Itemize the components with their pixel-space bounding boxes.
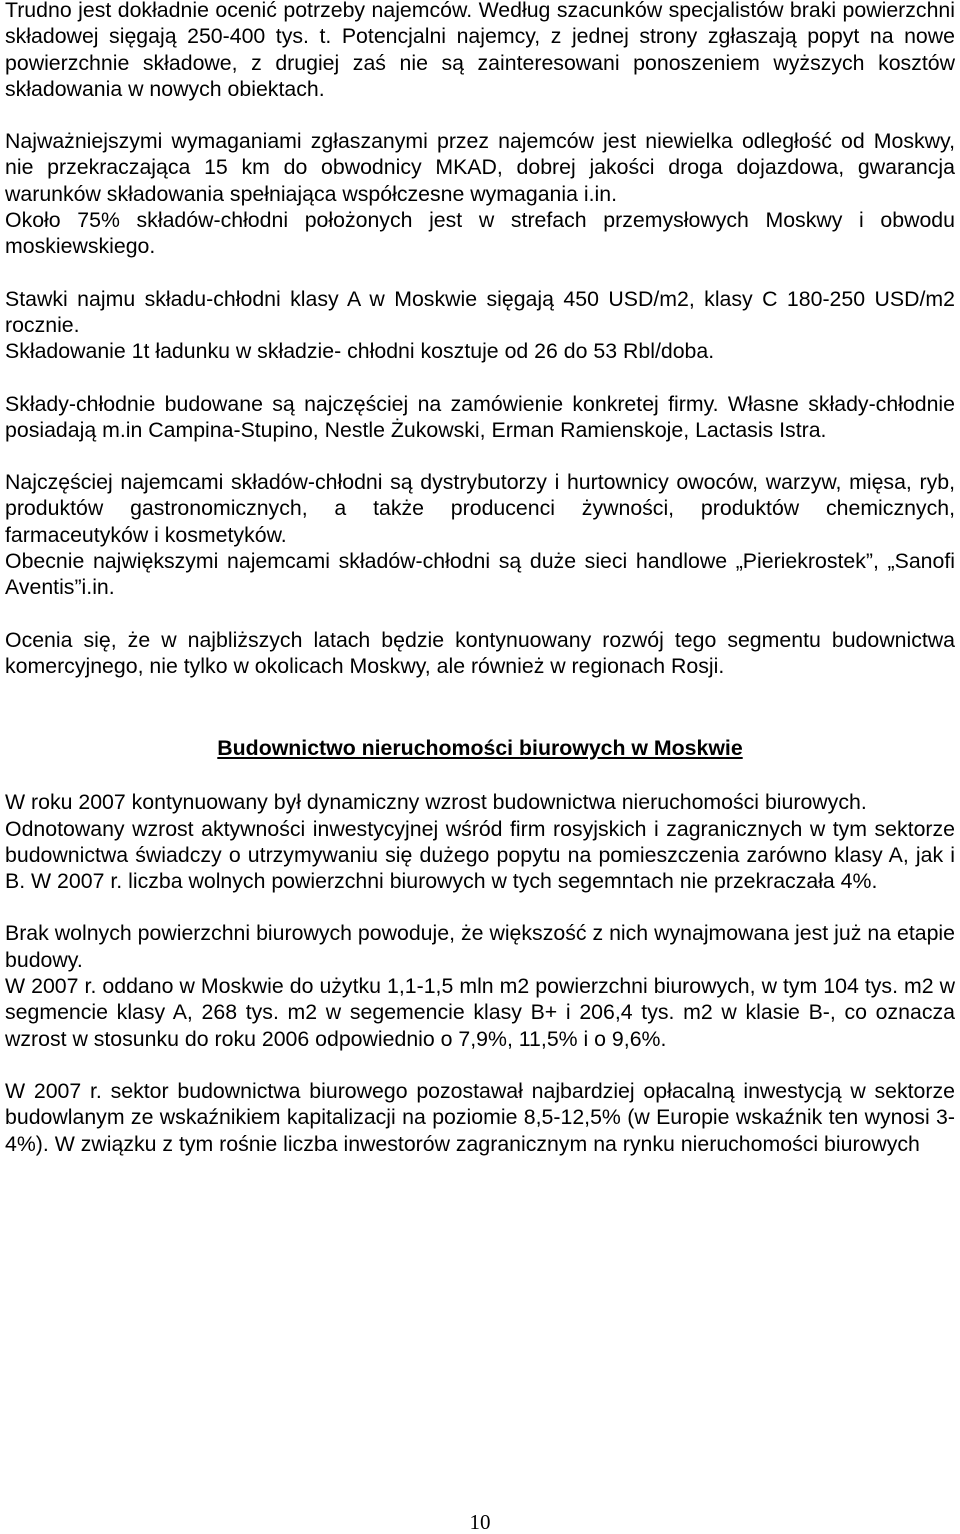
paragraph-spacer (5, 365, 955, 391)
paragraph-office-supply: W 2007 r. oddano w Moskwie do użytku 1,1-1,5 mln m2 powierzchni biurowych, w tym 104 tys. m2 w segmencie klasy A, 268 tys. m2 w segemencie klasy B+ i 206,4 tys. m2 w klasie B-, co oznacza wzrost w stosunku do roku 2006 odpowiednio o 7,9%, 11,5% i o 9,6%. (5, 974, 955, 1051)
document-page (5, 0, 955, 1157)
paragraph-industrial-zones: Około 75% składów-chłodni położonych jest w strefach przemysłowych Moskwy i obwodu moskiewskiego. (5, 208, 955, 259)
paragraph-vacancy: Brak wolnych powierzchni biurowych powoduje, że większość z nich wynajmowana jest już na etapie budowy. (5, 921, 955, 972)
paragraph-built-to-order: Składy-chłodnie budowane są najczęściej na zamówienie konkretej firmy. Własne składy-chłodnie posiadają m.in Campina-Stupino, Nestle Żukowski, Erman Ramienskoje, Lactasis Istra. (5, 391, 955, 442)
paragraph-investment-activity: Odnotowany wzrost aktywności inwestycyjnej wśród firm rosyjskich i zagranicznych w tym sektorze budownictwa świadczy o utrzymywaniu się dużego popytu na pomieszczenia zarówno klasy A, jak i B. W 2007 r. liczba wolnych powierzchni biurowych w tych segemntach nie przekraczała 4%. (5, 816, 955, 894)
paragraph-office-growth: W roku 2007 kontynuowany był dynamiczny wzrost budownictwa nieruchomości biurowych. (5, 790, 867, 815)
paragraph-profitability: W 2007 r. sektor budownictwa biurowego pozostawał najbardziej opłacalną inwestycją w sektorze budowlanym ze wskaźnikiem kapitalizacji na poziomie 8,5-12,5% (w Europie wskaźnik ten wynosi 3-4%). W związku z tym rośnie liczba inwestorów zagranicznym na rynku nieruchomości biurowych (5, 1078, 955, 1156)
paragraph-outlook: Ocenia się, że w najbliższych latach będzie kontynuowany rozwój tego segmentu budownictwa komercyjnego, nie tylko w okolicach Moskwy, ale również w regionach Rosji. (5, 627, 955, 678)
paragraph-spacer (5, 260, 955, 286)
paragraph-spacer (5, 761, 955, 789)
paragraph-largest-tenants: Obecnie największymi najemcami składów-chłodni są duże sieci handlowe „Pieriekrostek”, „Sanofi Aventis”i.in. (5, 549, 955, 600)
paragraph-spacer (5, 102, 955, 128)
paragraph-spacer (5, 894, 955, 920)
section-spacer (5, 679, 955, 735)
section-heading: Budownictwo nieruchomości biurowych w Moskwie (217, 736, 743, 761)
paragraph-rental-rates: Stawki najmu składu-chłodni klasy A w Moskwie sięgają 450 USD/m2, klasy C 180-250 USD/m2 rocznie. (5, 286, 955, 337)
paragraph-tenant-requirements: Najważniejszymi wymaganiami zgłaszanymi przez najemców jest niewielka odległość od Moskwy, nie przekraczająca 15 km do obwodnicy MKAD, dobrej jakości droga dojazdowa, gwarancja warunków składowania spełniająca współczesne wymagania i.in. (5, 129, 955, 206)
paragraph-spacer (5, 443, 955, 469)
paragraph-storage-demand: Trudno jest dokładnie ocenić potrzeby najemców. Według szacunków specjalistów braki powierzchni składowej sięgają 250-400 tys. t. Potencjalni najemcy, z jednej strony zgłaszają popyt na nowe powierzchnie składowe, z drugiej zaś nie są zainteresowani ponoszeniem wyższych kosztów składowania w nowych obiektach. (5, 0, 955, 101)
paragraph-storage-cost: Składowanie 1t ładunku w składzie- chłodni kosztuje od 26 do 53 Rbl/doba. (5, 339, 715, 364)
paragraph-spacer (5, 1052, 955, 1078)
paragraph-main-tenants: Najczęściej najemcami składów-chłodni są dystrybutorzy i hurtownicy owoców, warzyw, mięsa, ryb, produktów gastronomicznych, a także producenci żywności, produktów chemicznych, farmaceutyków i kosmetyków. (5, 470, 955, 547)
paragraph-spacer (5, 601, 955, 627)
page-number: 10 (469, 1510, 491, 1534)
